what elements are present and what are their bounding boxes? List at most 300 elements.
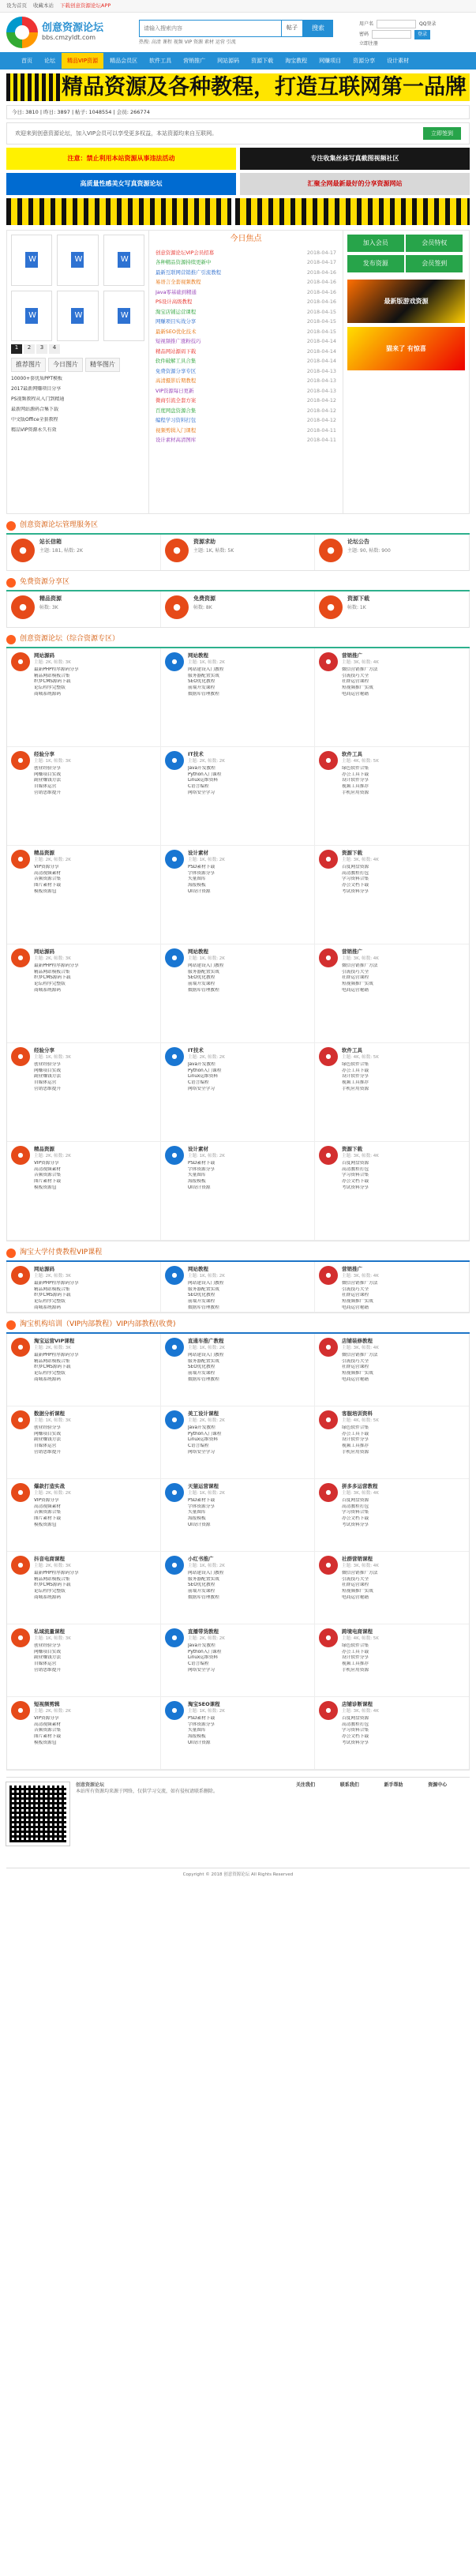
thread-link[interactable]: 最新PHP程序源码分享 <box>34 1571 79 1575</box>
forum-name[interactable]: 精品资源 <box>39 595 62 602</box>
forum-board[interactable] <box>161 1043 315 1142</box>
nav-item-7[interactable]: 资源下载 <box>251 57 274 64</box>
thread-link[interactable]: 最新PHP程序源码分享 <box>34 1353 79 1357</box>
thread-link[interactable]: 引流技巧大全 <box>342 1286 369 1292</box>
forum-board[interactable] <box>315 1142 469 1241</box>
thread-link[interactable]: 矢量图库 <box>188 1173 206 1178</box>
thread-link[interactable]: 网站建设入门教程 <box>188 667 224 672</box>
forum-name[interactable]: 跨境电商课程 <box>342 1628 373 1635</box>
news-title[interactable]: 设计素材高清图库 <box>156 437 197 443</box>
news-title[interactable]: 编程学习资料打包 <box>156 417 197 423</box>
thread-link[interactable]: 图片素材下载 <box>34 1516 62 1522</box>
thread-link[interactable]: 创业经验分享 <box>34 1425 62 1430</box>
gallery-item[interactable]: 精品VIP资源永久有效 <box>11 427 57 433</box>
forum-board[interactable] <box>7 1262 161 1312</box>
stripe-ad-right[interactable] <box>235 198 470 225</box>
forum-name[interactable]: 淘宝运营VIP课程 <box>34 1338 75 1344</box>
thread-link[interactable]: 引流技巧大全 <box>342 1358 369 1364</box>
forum-board[interactable] <box>315 1624 469 1697</box>
thread-link[interactable]: 数据库管理教程 <box>188 1305 219 1310</box>
thread-link[interactable]: 矢量图库 <box>188 1510 206 1515</box>
login-button[interactable]: 登录 <box>414 30 430 39</box>
password-input[interactable] <box>372 30 411 39</box>
thread-link[interactable]: 学习资料合集 <box>342 1173 369 1178</box>
forum-board[interactable] <box>7 1334 161 1406</box>
forum-board[interactable] <box>7 1142 161 1241</box>
thread-link[interactable]: VIP资源分享 <box>34 1161 59 1166</box>
thread-link[interactable]: 数据库管理教程 <box>188 1376 219 1382</box>
thread-link[interactable]: UI设计资源 <box>188 888 211 894</box>
forum-board[interactable] <box>315 1262 469 1312</box>
stripe-ad-left[interactable] <box>6 198 231 225</box>
forum-board[interactable] <box>315 944 469 1043</box>
thread-link[interactable]: 绿色软件合集 <box>342 1425 369 1430</box>
forum-board[interactable] <box>7 1624 161 1697</box>
thread-link[interactable]: 绿色软件合集 <box>342 766 369 771</box>
thread-link[interactable]: 电商运营秘籍 <box>342 1594 369 1600</box>
news-item[interactable] <box>156 250 336 260</box>
thread-link[interactable]: 矢量图库 <box>188 877 206 882</box>
thread-link[interactable]: 服务器配置实战 <box>188 1358 219 1364</box>
thread-link[interactable]: 电商运营秘籍 <box>342 691 369 697</box>
forum-board[interactable] <box>7 1697 161 1770</box>
thread-link[interactable]: 字体资源分享 <box>188 1722 216 1727</box>
thread-link[interactable]: 手机应用资源 <box>342 1449 369 1455</box>
thread-link[interactable]: 社群运营课程 <box>342 679 369 685</box>
tab-recommended[interactable]: 推荐图片 <box>11 358 46 372</box>
nav-item-6[interactable]: 网站源码 <box>217 57 240 64</box>
top-banner[interactable] <box>6 73 470 101</box>
forum-board[interactable] <box>161 1406 315 1479</box>
forum-board[interactable] <box>7 846 161 944</box>
thread-link[interactable]: 海报模板 <box>188 1734 206 1740</box>
thread-link[interactable]: 视频工具推荐 <box>342 1444 369 1449</box>
thread-link[interactable]: PSD素材下载 <box>188 865 216 869</box>
forum-name[interactable]: 网站源码 <box>34 948 54 955</box>
news-item[interactable] <box>156 309 336 319</box>
forum-name[interactable]: 软件工具 <box>342 751 362 757</box>
register-link[interactable]: 立即注册 <box>359 40 379 47</box>
thread-link[interactable]: 社群运营课程 <box>342 1583 369 1588</box>
free-forum[interactable] <box>7 591 161 627</box>
thread-link[interactable]: 考试资料分享 <box>342 1740 369 1745</box>
thread-link[interactable]: 精品网站模板合集 <box>34 1576 70 1582</box>
thread-link[interactable]: Java开发教程 <box>188 766 216 771</box>
checkin-button[interactable]: 会员签到 <box>406 255 463 272</box>
forum-board[interactable] <box>161 1334 315 1406</box>
forum-board[interactable] <box>315 1043 469 1142</box>
thread-link[interactable]: C语言编程 <box>188 1662 209 1667</box>
thread-link[interactable]: 办公文档下载 <box>342 1179 369 1185</box>
forum-name[interactable]: 精品资源 <box>34 850 54 856</box>
thread-link[interactable]: 前端开发课程 <box>188 1371 216 1376</box>
news-title[interactable]: 精品网站源码下载 <box>156 347 197 355</box>
thread-link[interactable]: 副业赚钱方法 <box>34 778 62 783</box>
news-title[interactable]: 软件破解工具合集 <box>156 358 197 364</box>
forum-name[interactable]: 营销推广 <box>342 652 362 659</box>
news-title[interactable]: 最新SEO优化技术 <box>156 328 197 335</box>
forum-name[interactable]: 店铺装修教程 <box>342 1338 373 1344</box>
forum-name[interactable]: 短视频剪辑 <box>34 1701 60 1707</box>
nav-item-9[interactable]: 网赚项目 <box>319 57 342 64</box>
thread-link[interactable]: 手机应用资源 <box>342 1667 369 1673</box>
sign-in-button[interactable]: 立即签到 <box>423 127 461 141</box>
search-button[interactable]: 搜索 <box>303 20 333 37</box>
forum-board[interactable] <box>315 1479 469 1552</box>
doc-icon[interactable] <box>103 235 144 286</box>
thread-link[interactable]: 数据库管理教程 <box>188 987 219 993</box>
thread-link[interactable]: UI设计资源 <box>188 1185 211 1190</box>
thread-link[interactable]: 高清视频素材 <box>34 1166 62 1172</box>
forum-board[interactable] <box>161 1262 315 1312</box>
nav-item-8[interactable]: 淘宝教程 <box>285 57 308 64</box>
news-title[interactable]: 免费资源分享专区 <box>156 367 197 374</box>
thread-link[interactable]: 精品网站模板合集 <box>34 1286 70 1292</box>
thread-link[interactable]: 图片素材下载 <box>34 883 62 888</box>
thread-link[interactable]: 精品网站模板合集 <box>34 1358 70 1364</box>
thread-link[interactable]: 服务器配置实战 <box>188 673 219 678</box>
thread-link[interactable]: 自媒体运营 <box>34 1444 57 1449</box>
thread-link[interactable]: 创业经验分享 <box>34 1643 62 1648</box>
thread-link[interactable]: VIP资源分享 <box>34 1498 59 1503</box>
thread-link[interactable]: 数据库管理教程 <box>188 1594 219 1600</box>
thread-link[interactable]: 海报模板 <box>188 1179 206 1185</box>
thread-link[interactable]: VIP资源分享 <box>34 1716 59 1721</box>
thread-link[interactable]: 高清视频素材 <box>34 1722 62 1727</box>
nav-item-4[interactable]: 软件工具 <box>149 57 172 64</box>
page-2[interactable]: 2 <box>24 344 35 354</box>
search-scope-select[interactable]: 帖子 <box>281 20 303 37</box>
thread-link[interactable]: 办公工具下载 <box>342 1649 369 1654</box>
thread-link[interactable]: Java开发教程 <box>188 1425 216 1430</box>
thread-link[interactable]: 绿色软件合集 <box>342 1062 369 1067</box>
news-item[interactable] <box>156 397 336 407</box>
news-title[interactable]: 创意资源论坛VIP会员招募 <box>156 249 215 256</box>
news-item[interactable] <box>156 338 336 348</box>
thread-link[interactable]: 织梦CMS源码下载 <box>34 975 71 981</box>
news-title[interactable]: Java零基础到精通 <box>156 288 197 295</box>
news-title[interactable]: 各种精品资源持续更新中 <box>156 259 212 265</box>
forum-name[interactable]: 直播带货教程 <box>188 1628 219 1635</box>
forum-board[interactable] <box>161 846 315 944</box>
forum-board[interactable] <box>7 1479 161 1552</box>
thread-link[interactable]: 矢量图库 <box>188 1728 206 1733</box>
forum-board[interactable] <box>315 1406 469 1479</box>
thread-link[interactable]: 模板资源包 <box>34 1522 57 1527</box>
tab-featured[interactable]: 精华图片 <box>85 358 120 372</box>
doc-icon[interactable] <box>57 291 98 342</box>
thread-link[interactable]: 视频工具推荐 <box>342 784 369 790</box>
forum-name[interactable]: 直通车推广教程 <box>188 1338 224 1344</box>
thread-link[interactable]: 精品网站模板合集 <box>34 969 70 974</box>
thread-link[interactable]: 绿色软件合集 <box>342 1643 369 1648</box>
thread-link[interactable]: 模板资源包 <box>34 888 57 894</box>
thread-link[interactable]: 考试资料分享 <box>342 888 369 894</box>
forum-name[interactable]: 私域流量课程 <box>34 1628 65 1635</box>
doc-icon[interactable] <box>103 291 144 342</box>
thread-link[interactable]: 视频工具推荐 <box>342 1662 369 1667</box>
logo[interactable] <box>6 17 125 48</box>
thread-link[interactable]: 高清教程打包 <box>342 1166 369 1172</box>
thread-link[interactable]: C语言编程 <box>188 1444 209 1449</box>
forum-name[interactable]: 经验分享 <box>34 751 54 757</box>
thread-link[interactable]: 百度网盘资源 <box>342 1716 369 1721</box>
manage-forum[interactable] <box>7 535 161 570</box>
thread-link[interactable]: 图片素材下载 <box>34 1734 62 1740</box>
thread-link[interactable]: Python入门课程 <box>188 1649 222 1654</box>
forum-name[interactable]: 资源下载 <box>342 850 362 856</box>
thread-link[interactable]: 微信营销推广方法 <box>342 1353 378 1357</box>
join-vip-button[interactable]: 加入会员 <box>347 235 404 252</box>
ad-warning[interactable]: 注意：禁止利用本站资源从事违法活动 <box>6 148 236 170</box>
thread-link[interactable]: 服务器配置实战 <box>188 969 219 974</box>
thread-link[interactable]: 电商运营秘籍 <box>342 1376 369 1382</box>
news-item[interactable] <box>156 417 336 427</box>
thread-link[interactable]: 办公工具下载 <box>342 772 369 777</box>
news-title[interactable]: 短视频推广涨粉技巧 <box>156 338 201 344</box>
thread-link[interactable]: 高清教程打包 <box>342 1722 369 1727</box>
thread-link[interactable]: 网络安全学习 <box>188 1449 216 1455</box>
username-input[interactable] <box>377 20 416 28</box>
thread-link[interactable]: 百度网盘资源 <box>342 865 369 869</box>
thread-link[interactable]: PSD素材下载 <box>188 1161 216 1166</box>
thread-link[interactable]: 营销思维提升 <box>34 790 62 795</box>
thread-link[interactable]: 设计软件分享 <box>342 1655 369 1661</box>
thread-link[interactable]: 高清视频素材 <box>34 870 62 876</box>
thread-link[interactable]: Python入门课程 <box>188 1068 222 1073</box>
forum-name[interactable]: 精品资源 <box>34 1146 54 1152</box>
thread-link[interactable]: SEO优化教程 <box>188 1293 216 1298</box>
thread-link[interactable]: 引流技巧大全 <box>342 969 369 974</box>
thread-link[interactable]: 字体资源分享 <box>188 1504 216 1509</box>
page-3[interactable]: 3 <box>36 344 47 354</box>
forum-name[interactable]: 软件工具 <box>342 1047 362 1053</box>
forum-board[interactable] <box>161 747 315 846</box>
thread-link[interactable]: 微信营销推广方法 <box>342 667 378 672</box>
forum-name[interactable]: 设计素材 <box>188 1146 208 1152</box>
thread-link[interactable]: Linux运维资料 <box>188 1655 219 1661</box>
thread-link[interactable]: Python入门课程 <box>188 772 222 777</box>
forum-board[interactable] <box>315 1552 469 1624</box>
forum-board[interactable] <box>7 1552 161 1624</box>
news-item[interactable] <box>156 329 336 339</box>
nav-item-2[interactable]: 精品VIP资源 <box>62 53 103 69</box>
thread-link[interactable]: 论坛程序完整版 <box>34 982 66 987</box>
thread-link[interactable]: 办公工具下载 <box>342 1431 369 1436</box>
news-item[interactable] <box>156 388 336 398</box>
news-item[interactable] <box>156 269 336 280</box>
thread-link[interactable]: 办公工具下载 <box>342 1068 369 1073</box>
nav-item-5[interactable]: 营销推广 <box>183 57 206 64</box>
thread-link[interactable]: 论坛程序完整版 <box>34 1299 66 1305</box>
thread-link[interactable]: Linux运维资料 <box>188 778 219 783</box>
forum-board[interactable] <box>7 648 161 747</box>
gallery-item[interactable]: 2017最新网赚项目分享 <box>11 386 62 392</box>
thread-link[interactable]: 商城系统源码 <box>34 1594 62 1600</box>
news-title[interactable]: 网赚项目实战分享 <box>156 318 197 325</box>
side-promo-ad[interactable]: 猫来了 有惊喜 <box>347 327 465 370</box>
forum-name[interactable]: 资源求助 <box>193 539 216 545</box>
nav-item-0[interactable]: 首页 <box>21 57 32 64</box>
thread-link[interactable]: 短视频推广实战 <box>342 685 373 691</box>
forum-name[interactable]: 数据分析课程 <box>34 1410 65 1417</box>
thread-link[interactable]: 服务器配置实战 <box>188 1576 219 1582</box>
thread-link[interactable]: SEO优化教程 <box>188 975 216 981</box>
news-item[interactable] <box>156 358 336 368</box>
forum-name[interactable]: 淘宝SEO课程 <box>188 1701 220 1707</box>
forum-name[interactable]: 经验分享 <box>34 1047 54 1053</box>
news-item[interactable] <box>156 299 336 309</box>
thread-link[interactable]: 网赚项目实战 <box>34 772 62 777</box>
ad-photo-forum[interactable]: 高质量性感美女写真资源论坛 <box>6 173 236 195</box>
forum-name[interactable]: 美工设计课程 <box>188 1410 219 1417</box>
thread-link[interactable]: 微信营销推广方法 <box>342 1571 378 1575</box>
thread-link[interactable]: 模板资源包 <box>34 1740 57 1745</box>
thread-link[interactable]: 数据库管理教程 <box>188 691 219 697</box>
forum-board[interactable] <box>315 1334 469 1406</box>
thread-link[interactable]: 营销思维提升 <box>34 1449 62 1455</box>
forum-board[interactable] <box>315 1697 469 1770</box>
thread-link[interactable]: 引流技巧大全 <box>342 1576 369 1582</box>
thread-link[interactable]: 最新PHP程序源码分享 <box>34 667 79 672</box>
news-title[interactable]: PS设计高级教程 <box>156 299 193 305</box>
forum-name[interactable]: 小红书推广 <box>188 1556 214 1562</box>
thread-link[interactable]: 副业赚钱方法 <box>34 1437 62 1443</box>
thread-link[interactable]: 前端开发课程 <box>188 685 216 691</box>
thread-link[interactable]: 前端开发课程 <box>188 1299 216 1305</box>
thread-link[interactable]: 网赚项目实战 <box>34 1649 62 1654</box>
page-1[interactable]: 1 <box>11 344 22 354</box>
publish-resource-button[interactable]: 发布资源 <box>347 255 404 272</box>
thread-link[interactable]: C语言编程 <box>188 784 209 790</box>
thread-link[interactable]: 织梦CMS源码下载 <box>34 1365 71 1370</box>
forum-name[interactable]: 免费资源 <box>193 595 216 602</box>
thread-link[interactable]: 前端开发课程 <box>188 982 216 987</box>
thread-link[interactable]: 短视频推广实战 <box>342 1299 373 1305</box>
forum-board[interactable] <box>161 1552 315 1624</box>
thread-link[interactable]: 办公文档下载 <box>342 883 369 888</box>
vip-privileges-button[interactable]: 会员特权 <box>406 235 463 252</box>
thread-link[interactable]: 网络安全学习 <box>188 1086 216 1091</box>
news-item[interactable] <box>156 259 336 269</box>
thread-link[interactable]: Python入门课程 <box>188 1431 222 1436</box>
thread-link[interactable]: 手机应用资源 <box>342 1086 369 1091</box>
ad-network[interactable]: 汇聚全网最新最好的分享资源网站 <box>240 173 470 195</box>
forum-board[interactable] <box>315 846 469 944</box>
thread-link[interactable]: 微信营销推广方法 <box>342 1281 378 1286</box>
thread-link[interactable]: 网赚项目实战 <box>34 1068 62 1073</box>
thread-link[interactable]: PSD素材下载 <box>188 1498 216 1503</box>
forum-board[interactable] <box>161 944 315 1043</box>
thread-link[interactable]: 办公文档下载 <box>342 1516 369 1522</box>
thread-link[interactable]: Linux运维资料 <box>188 1074 219 1080</box>
thread-link[interactable]: 字体资源分享 <box>188 1166 216 1172</box>
thread-link[interactable]: 织梦CMS源码下载 <box>34 1583 71 1588</box>
thread-link[interactable]: 织梦CMS源码下载 <box>34 679 71 685</box>
thread-link[interactable]: 考试资料分享 <box>342 1185 369 1190</box>
thread-link[interactable]: SEO优化教程 <box>188 679 216 685</box>
thread-link[interactable]: 短视频推广实战 <box>342 1589 373 1594</box>
thread-link[interactable]: 网站建设入门教程 <box>188 1281 224 1286</box>
thread-link[interactable]: SEO优化教程 <box>188 1365 216 1370</box>
side-promo-image[interactable]: 最新版游戏资源 <box>347 280 465 323</box>
nav-item-10[interactable]: 资源分享 <box>353 57 376 64</box>
forum-name[interactable]: 资源下载 <box>347 595 369 602</box>
manage-forum[interactable] <box>315 535 469 570</box>
thread-link[interactable]: 商城系统源码 <box>34 987 62 993</box>
thread-link[interactable]: 商城系统源码 <box>34 1305 62 1310</box>
app-download-link[interactable]: 下载创意资源论坛APP <box>60 2 111 9</box>
thread-link[interactable]: 最新PHP程序源码分享 <box>34 1281 79 1286</box>
thread-link[interactable]: 最新PHP程序源码分享 <box>34 963 79 968</box>
nav-item-3[interactable]: 精品会员区 <box>110 57 138 64</box>
thread-link[interactable]: 创业经验分享 <box>34 1062 62 1067</box>
forum-board[interactable] <box>315 648 469 747</box>
tab-today[interactable]: 今日图片 <box>48 358 83 372</box>
thread-link[interactable]: 图片素材下载 <box>34 1179 62 1185</box>
thread-link[interactable]: 网络安全学习 <box>188 790 216 795</box>
ad-collection[interactable]: 专注收集丝袜写真截图视频社区 <box>240 148 470 170</box>
thread-link[interactable]: 精品网站模板合集 <box>34 673 70 678</box>
nav-item-1[interactable]: 论坛 <box>44 57 55 64</box>
thread-link[interactable]: 副业赚钱方法 <box>34 1074 62 1080</box>
news-title[interactable]: 淘宝店铺运营课程 <box>156 308 197 315</box>
forum-board[interactable] <box>315 747 469 846</box>
thread-link[interactable]: 设计软件分享 <box>342 778 369 783</box>
thread-link[interactable]: 网站建设入门教程 <box>188 1353 224 1357</box>
news-item[interactable] <box>156 348 336 359</box>
forum-name[interactable]: 资源下载 <box>342 1146 362 1152</box>
thread-link[interactable]: 网站建设入门教程 <box>188 963 224 968</box>
thread-link[interactable]: 学习资料合集 <box>342 877 369 882</box>
forum-name[interactable]: 站长信箱 <box>39 539 62 545</box>
thread-link[interactable]: 织梦CMS源码下载 <box>34 1293 71 1298</box>
thread-link[interactable]: 引流技巧大全 <box>342 673 369 678</box>
news-item[interactable] <box>156 318 336 329</box>
news-item[interactable] <box>156 279 336 289</box>
thread-link[interactable]: 网络安全学习 <box>188 1667 216 1673</box>
thread-link[interactable]: 高清视频素材 <box>34 1504 62 1509</box>
thread-link[interactable]: UI设计资源 <box>188 1522 211 1527</box>
thread-link[interactable]: 电商运营秘籍 <box>342 1305 369 1310</box>
thread-link[interactable]: 短视频推广实战 <box>342 982 373 987</box>
forum-name[interactable]: 客服培训资料 <box>342 1410 373 1417</box>
forum-board[interactable] <box>7 747 161 846</box>
forum-name[interactable]: 店铺诊断课程 <box>342 1701 373 1707</box>
thread-link[interactable]: PSD素材下载 <box>188 1716 216 1721</box>
news-item[interactable] <box>156 377 336 388</box>
forum-name[interactable]: IT技术 <box>188 751 204 757</box>
thread-link[interactable]: VIP资源分享 <box>34 865 59 869</box>
thread-link[interactable]: Linux运维资料 <box>188 1437 219 1443</box>
thread-link[interactable]: 视频工具推荐 <box>342 1080 369 1086</box>
forum-board[interactable] <box>161 1142 315 1241</box>
qq-login-link[interactable]: QQ登录 <box>419 21 437 27</box>
thread-link[interactable]: 音频资源合集 <box>34 1173 62 1178</box>
thread-link[interactable]: 微信营销推广方法 <box>342 963 378 968</box>
thread-link[interactable]: 商城系统源码 <box>34 1376 62 1382</box>
thread-link[interactable]: 商城系统源码 <box>34 691 62 697</box>
thread-link[interactable]: 网站建设入门教程 <box>188 1571 224 1575</box>
thread-link[interactable]: 社群运营课程 <box>342 1365 369 1370</box>
forum-board[interactable] <box>7 944 161 1043</box>
news-title[interactable]: 高清摄影后期教程 <box>156 377 197 384</box>
thread-link[interactable]: 论坛程序完整版 <box>34 685 66 691</box>
thread-link[interactable]: Java开发教程 <box>188 1062 216 1067</box>
forum-name[interactable]: 设计素材 <box>188 850 208 856</box>
thread-link[interactable]: 高清教程打包 <box>342 1504 369 1509</box>
thread-link[interactable]: 音频资源合集 <box>34 1728 62 1733</box>
